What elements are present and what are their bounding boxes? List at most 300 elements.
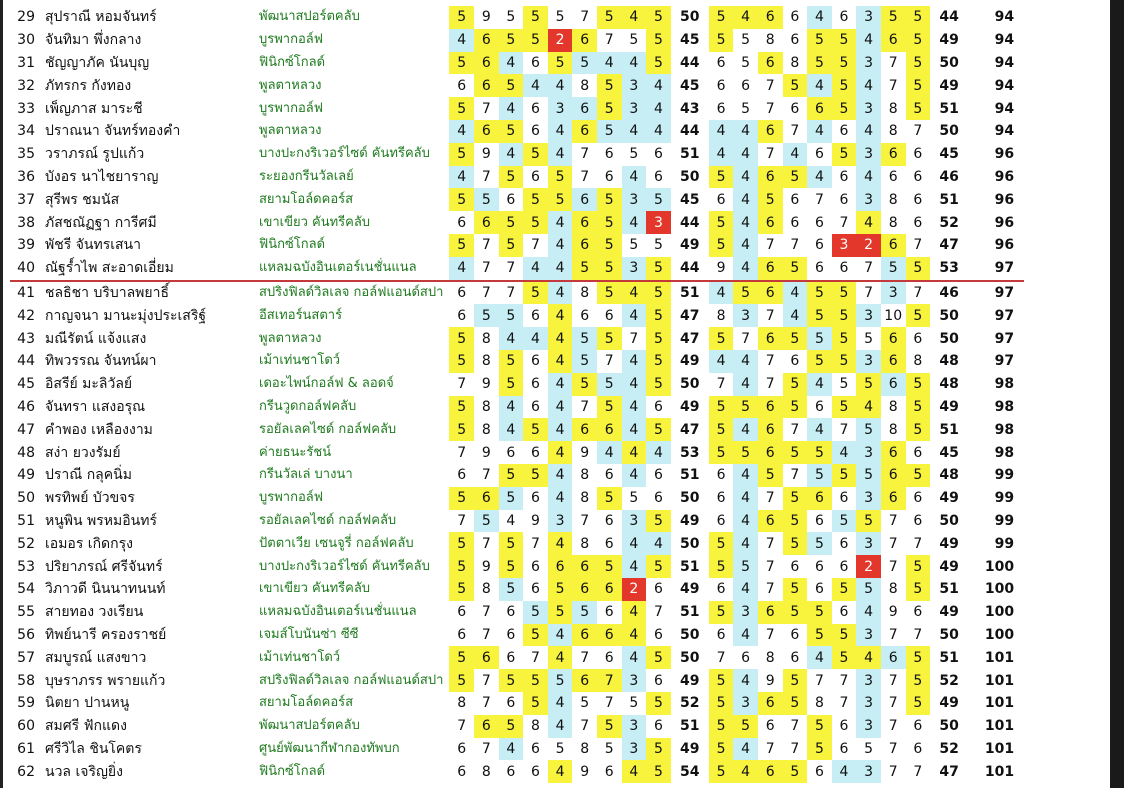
hole-score-front-9: 6 <box>653 581 663 598</box>
hole-score-back-13: 5 <box>783 601 808 624</box>
hole-score-front-7: 4 <box>597 52 622 75</box>
hole-score-back-13: 5 <box>783 487 808 510</box>
hole-score-back-11: 5 <box>741 100 751 117</box>
hole-score-front-9: 5 <box>646 29 671 52</box>
gross-total: 101 <box>984 718 1015 735</box>
table-row <box>10 669 1024 692</box>
out-total: 50 <box>680 535 700 552</box>
hole-score-front-1: 5 <box>449 532 474 555</box>
in-total: 51 <box>939 649 959 666</box>
table-row <box>10 396 1024 419</box>
hole-score-front-8: 4 <box>622 418 647 441</box>
hole-score-back-10: 5 <box>709 327 734 350</box>
hole-score-front-2: 7 <box>481 467 491 484</box>
gross-total: 96 <box>994 146 1015 163</box>
hole-score-front-2: 7 <box>481 168 491 185</box>
hole-score-back-12: 7 <box>765 146 775 163</box>
hole-score-front-9: 5 <box>646 760 671 783</box>
player-club: บูรพากอล์ฟ <box>259 490 323 506</box>
hole-score-back-13: 4 <box>783 281 808 305</box>
player-number: 29 <box>17 9 35 26</box>
out-total: 53 <box>680 444 700 461</box>
player-name: สายทอง วงเรียน <box>45 604 144 621</box>
table-row <box>10 281 1024 305</box>
in-total: 50 <box>939 718 959 735</box>
hole-score-front-8: 5 <box>629 237 639 254</box>
hole-score-back-18: 5 <box>906 669 931 692</box>
hole-score-front-1: 5 <box>449 143 474 166</box>
hole-score-back-13: 5 <box>783 532 808 555</box>
in-total: 49 <box>939 398 959 415</box>
gross-total: 94 <box>994 100 1015 117</box>
in-total: 47 <box>939 237 959 254</box>
hole-score-back-18: 7 <box>913 626 923 643</box>
hole-score-front-4: 7 <box>531 535 540 552</box>
hole-score-back-17: 8 <box>888 214 898 231</box>
hole-score-back-11: 5 <box>741 54 751 71</box>
hole-score-back-16: 3 <box>856 669 881 692</box>
player-club: สยามโอล์ดคอร์ส <box>259 191 354 207</box>
hole-score-back-15: 6 <box>839 558 849 575</box>
hole-score-front-8: 4 <box>622 350 647 373</box>
hole-score-back-16: 3 <box>856 760 881 783</box>
hole-score-front-9: 5 <box>646 692 671 715</box>
out-total: 49 <box>680 581 700 598</box>
hole-score-front-9: 6 <box>653 718 663 735</box>
player-name: วิภาวดี นินนาทนนท์ <box>45 581 166 598</box>
hole-score-front-5: 5 <box>548 578 573 601</box>
hole-score-front-1: 6 <box>457 284 467 301</box>
in-total: 48 <box>939 467 959 484</box>
gross-total: 96 <box>994 214 1015 231</box>
hole-score-front-6: 6 <box>572 29 597 52</box>
hole-score-front-9: 4 <box>646 120 671 143</box>
hole-score-back-14: 6 <box>807 97 832 120</box>
player-name: พรทิพย์ บัวขจร <box>45 490 135 507</box>
hole-score-front-8: 3 <box>622 188 647 211</box>
player-number: 54 <box>17 581 35 598</box>
hole-score-front-5: 5 <box>548 188 573 211</box>
hole-score-back-10: 5 <box>709 532 734 555</box>
hole-score-front-2: 9 <box>481 376 491 393</box>
hole-score-back-11: 6 <box>741 77 751 94</box>
hole-score-back-13: 7 <box>790 123 800 140</box>
hole-score-front-5: 5 <box>548 601 573 624</box>
hole-score-back-17: 8 <box>888 398 898 415</box>
hole-score-back-12: 8 <box>765 649 775 666</box>
hole-score-back-15: 7 <box>839 214 849 231</box>
hole-score-back-17: 3 <box>881 281 906 305</box>
hole-score-front-6: 6 <box>572 418 597 441</box>
hole-score-back-16: 4 <box>856 74 881 97</box>
hole-score-back-17: 7 <box>888 558 898 575</box>
hole-score-back-18: 6 <box>913 718 923 735</box>
in-total: 50 <box>939 626 959 643</box>
in-total: 50 <box>939 330 959 347</box>
hole-score-front-8: 3 <box>622 74 647 97</box>
hole-score-front-6: 8 <box>580 535 590 552</box>
hole-score-back-17: 6 <box>881 464 906 487</box>
hole-score-back-11: 3 <box>733 304 758 327</box>
hole-score-front-9: 6 <box>653 490 663 507</box>
out-total: 51 <box>680 718 700 735</box>
hole-score-back-12: 6 <box>758 601 783 624</box>
hole-score-back-18: 7 <box>913 284 923 301</box>
hole-score-front-9: 4 <box>646 74 671 97</box>
hole-score-front-1: 5 <box>449 669 474 692</box>
hole-score-back-15: 7 <box>839 421 849 438</box>
hole-score-back-17: 8 <box>888 421 898 438</box>
hole-score-back-18: 5 <box>906 6 931 29</box>
hole-score-back-14: 6 <box>814 398 824 415</box>
hole-score-back-11: 4 <box>733 624 758 647</box>
gross-total: 98 <box>994 376 1015 393</box>
hole-score-back-10: 5 <box>709 601 734 624</box>
hole-score-back-10: 6 <box>716 490 726 507</box>
hole-score-front-6: 7 <box>580 146 590 163</box>
hole-score-back-18: 5 <box>906 52 931 75</box>
hole-score-back-16: 5 <box>856 578 881 601</box>
hole-score-back-10: 6 <box>716 581 726 598</box>
player-name: หนูพิน พรหมอินทร์ <box>45 512 157 529</box>
player-name: อิสรีย์ มะลิวัลย์ <box>45 376 133 393</box>
hole-score-front-4: 6 <box>531 581 540 598</box>
hole-score-back-11: 3 <box>733 692 758 715</box>
hole-score-back-17: 6 <box>881 441 906 464</box>
hole-score-back-11: 5 <box>733 555 758 578</box>
player-club: พัฒนาสปอร์ตคลับ <box>259 9 360 25</box>
hole-score-front-8: 4 <box>622 646 647 669</box>
hole-score-back-11: 5 <box>733 396 758 419</box>
hole-score-front-8: 7 <box>629 330 639 347</box>
hole-score-back-18: 7 <box>913 763 923 780</box>
hole-score-front-6: 8 <box>580 490 590 507</box>
hole-score-front-7: 7 <box>604 32 614 49</box>
hole-score-front-9: 7 <box>653 604 663 621</box>
in-total: 52 <box>939 214 959 231</box>
player-number: 57 <box>17 649 35 666</box>
hole-score-back-14: 4 <box>807 120 832 143</box>
hole-score-back-13: 6 <box>790 558 800 575</box>
player-name: ทิพย์นารี ครองราชย์ <box>45 626 167 643</box>
in-total: 49 <box>939 32 959 49</box>
gross-total: 97 <box>968 257 1024 281</box>
hole-score-front-5: 4 <box>548 646 573 669</box>
hole-score-back-18: 5 <box>906 373 931 396</box>
hole-score-front-7: 6 <box>604 763 614 780</box>
hole-score-back-12: 7 <box>765 581 775 598</box>
hole-score-back-14: 4 <box>807 373 832 396</box>
hole-score-back-16: 5 <box>856 373 881 396</box>
hole-score-back-12: 5 <box>758 464 783 487</box>
table-row <box>10 211 1024 234</box>
player-club: เจมส์โบนันซ่า ซีซี <box>259 626 359 642</box>
out-total: 49 <box>680 237 700 254</box>
table-row <box>10 52 1024 75</box>
hole-score-back-15: 5 <box>832 304 857 327</box>
out-total: 51 <box>680 284 700 301</box>
out-total: 45 <box>680 77 700 94</box>
hole-score-front-8: 3 <box>622 669 647 692</box>
hole-score-front-7: 6 <box>597 578 622 601</box>
hole-score-back-16: 3 <box>856 350 881 373</box>
player-name: พัชรี จันทรเสนา <box>45 237 141 254</box>
hole-score-front-6: 6 <box>572 97 597 120</box>
hole-score-front-7: 4 <box>597 441 622 464</box>
hole-score-front-2: 8 <box>481 398 491 415</box>
hole-score-back-12: 6 <box>765 718 775 735</box>
hole-score-back-13: 6 <box>790 100 800 117</box>
player-name: กาญจนา มานะมุ่งประเสริฐ์ <box>45 307 207 324</box>
hole-score-front-7: 6 <box>597 624 622 647</box>
hole-score-front-2: 6 <box>474 120 499 143</box>
hole-score-front-4: 5 <box>523 143 548 166</box>
out-total: 47 <box>680 330 700 347</box>
in-total: 51 <box>939 581 959 598</box>
hole-score-front-8: 3 <box>622 510 647 533</box>
hole-score-back-15: 7 <box>839 672 849 689</box>
hole-score-front-7: 6 <box>604 168 614 185</box>
hole-score-front-5: 4 <box>548 418 573 441</box>
hole-score-back-14: 5 <box>807 327 832 350</box>
hole-score-front-5: 4 <box>548 532 573 555</box>
hole-score-front-8: 4 <box>622 760 647 783</box>
hole-score-front-1: 5 <box>449 188 474 211</box>
table-row <box>10 257 1024 281</box>
out-total: 50 <box>680 649 700 666</box>
hole-score-front-6: 7 <box>580 9 590 26</box>
hole-score-front-4: 5 <box>523 281 548 305</box>
in-total: 49 <box>939 604 959 621</box>
hole-score-back-12: 6 <box>758 396 783 419</box>
hole-score-front-8: 3 <box>622 715 647 738</box>
player-club: รอยัลเลคไซด์ กอล์ฟคลับ <box>259 421 397 437</box>
hole-score-back-11: 4 <box>733 143 758 166</box>
hole-score-back-14: 4 <box>807 166 832 189</box>
hole-score-back-10: 6 <box>716 191 726 208</box>
table-row <box>10 601 1024 624</box>
hole-score-front-4: 4 <box>523 74 548 97</box>
player-club: เขาเขียว คันทรีคลับ <box>259 581 371 597</box>
hole-score-back-15: 5 <box>832 97 857 120</box>
table-row <box>10 464 1024 487</box>
hole-score-front-1: 5 <box>449 327 474 350</box>
hole-score-front-4: 9 <box>531 512 540 529</box>
player-number: 61 <box>17 740 35 757</box>
in-total: 50 <box>939 54 959 71</box>
hole-score-back-18: 5 <box>906 304 931 327</box>
table-row <box>10 646 1024 669</box>
hole-score-front-9: 5 <box>653 237 663 254</box>
in-total: 53 <box>930 257 968 281</box>
hole-score-front-8: 4 <box>622 532 647 555</box>
gross-total: 94 <box>994 54 1015 71</box>
hole-score-front-5: 5 <box>548 669 573 692</box>
hole-score-back-10: 6 <box>716 626 726 643</box>
hole-score-front-3: 5 <box>499 555 524 578</box>
gross-total: 97 <box>994 330 1015 347</box>
hole-score-front-3: 5 <box>499 373 524 396</box>
hole-score-back-18: 5 <box>906 464 931 487</box>
hole-score-back-15: 6 <box>839 9 849 26</box>
player-club: แหลมฉบังอินเตอร์เนชั่นแนล <box>259 257 449 281</box>
hole-score-front-3: 5 <box>499 211 524 234</box>
table-row <box>10 143 1024 166</box>
hole-score-front-6: 5 <box>580 695 590 712</box>
out-total: 44 <box>680 123 700 140</box>
hole-score-front-7: 6 <box>604 604 614 621</box>
hole-score-front-8: 4 <box>622 601 647 624</box>
hole-score-front-4: 5 <box>523 624 548 647</box>
hole-score-back-14: 6 <box>814 512 824 529</box>
hole-score-back-16: 3 <box>856 52 881 75</box>
hole-score-back-15: 5 <box>832 52 857 75</box>
hole-score-back-14: 5 <box>807 304 832 327</box>
hole-score-back-12: 7 <box>765 100 775 117</box>
hole-score-back-13: 5 <box>783 396 808 419</box>
hole-score-back-12: 6 <box>758 327 783 350</box>
hole-score-back-17: 7 <box>888 763 898 780</box>
hole-score-back-14: 5 <box>807 715 832 738</box>
hole-score-back-13: 5 <box>783 669 808 692</box>
hole-score-back-16: 3 <box>856 441 881 464</box>
hole-score-back-14: 4 <box>807 646 832 669</box>
hole-score-front-6: 6 <box>572 211 597 234</box>
gross-total: 96 <box>994 191 1015 208</box>
in-total: 51 <box>939 191 959 208</box>
hole-score-front-2: 8 <box>481 763 491 780</box>
hole-score-front-7: 5 <box>597 327 622 350</box>
hole-score-front-2: 6 <box>474 29 499 52</box>
hole-score-front-3: 5 <box>499 74 524 97</box>
hole-score-back-11: 4 <box>733 487 758 510</box>
in-total: 49 <box>939 558 959 575</box>
hole-score-front-3: 6 <box>506 763 516 780</box>
hole-score-front-5: 5 <box>555 740 565 757</box>
hole-score-back-13: 7 <box>790 237 800 254</box>
hole-score-front-7: 6 <box>604 307 614 324</box>
table-row <box>10 760 1024 783</box>
hole-score-back-15: 5 <box>832 327 857 350</box>
hole-score-front-3: 6 <box>506 695 516 712</box>
hole-score-back-18: 6 <box>913 740 923 757</box>
hole-score-front-4: 6 <box>531 444 540 461</box>
hole-score-back-11: 5 <box>733 281 758 305</box>
hole-score-front-5: 4 <box>548 327 573 350</box>
gross-total: 98 <box>994 398 1015 415</box>
hole-score-front-5: 4 <box>548 143 573 166</box>
hole-score-front-8: 4 <box>622 6 647 29</box>
hole-score-back-15: 6 <box>839 490 849 507</box>
hole-score-front-5: 4 <box>548 234 573 257</box>
gross-total: 101 <box>984 695 1015 712</box>
hole-score-front-4: 5 <box>523 692 548 715</box>
hole-score-front-7: 7 <box>597 669 622 692</box>
hole-score-back-15: 6 <box>839 123 849 140</box>
hole-score-front-2: 7 <box>481 100 491 117</box>
hole-score-front-3: 5 <box>499 304 524 327</box>
hole-score-back-13: 6 <box>790 649 800 666</box>
player-number: 31 <box>17 54 35 71</box>
hole-score-back-11: 5 <box>741 32 751 49</box>
hole-score-back-17: 7 <box>888 718 898 735</box>
hole-score-front-6: 7 <box>580 718 590 735</box>
hole-score-front-4: 5 <box>523 211 548 234</box>
hole-score-front-8: 4 <box>622 281 647 305</box>
hole-score-back-15: 6 <box>839 604 849 621</box>
player-number: 32 <box>17 77 35 94</box>
player-club: บางปะกงริเวอร์ไซด์ คันทรีคลับ <box>259 558 430 574</box>
hole-score-back-12: 6 <box>758 211 783 234</box>
hole-score-back-15: 5 <box>832 74 857 97</box>
hole-score-front-3: 5 <box>499 234 524 257</box>
hole-score-back-16: 3 <box>856 487 881 510</box>
hole-score-back-14: 4 <box>807 6 832 29</box>
hole-score-front-5: 3 <box>548 97 573 120</box>
in-total: 48 <box>939 376 959 393</box>
hole-score-back-12: 6 <box>758 510 783 533</box>
hole-score-front-1: 6 <box>457 604 467 621</box>
hole-score-back-15: 5 <box>832 464 857 487</box>
hole-score-back-11: 4 <box>733 350 758 373</box>
gross-total: 101 <box>984 649 1015 666</box>
hole-score-back-17: 7 <box>888 626 898 643</box>
player-name: ชัญญาภัค นันบุญ <box>45 54 150 71</box>
hole-score-back-15: 4 <box>832 760 857 783</box>
hole-score-back-18: 5 <box>906 257 931 281</box>
hole-score-back-11: 4 <box>733 464 758 487</box>
player-name: มณีรัตน์ แจ้งแสง <box>45 330 147 347</box>
hole-score-front-7: 6 <box>604 146 614 163</box>
hole-score-back-14: 7 <box>814 672 824 689</box>
hole-score-back-18: 5 <box>906 396 931 419</box>
hole-score-back-11: 4 <box>733 532 758 555</box>
hole-score-back-10: 5 <box>709 669 734 692</box>
hole-score-front-9: 5 <box>646 555 671 578</box>
hole-score-back-14: 6 <box>814 214 824 231</box>
hole-score-front-4: 5 <box>523 464 548 487</box>
hole-score-front-7: 5 <box>597 74 622 97</box>
player-name: สุรีพร ชมนัส <box>45 191 120 208</box>
hole-score-front-9: 5 <box>646 373 671 396</box>
hole-score-front-5: 4 <box>548 74 573 97</box>
hole-score-back-14: 8 <box>814 695 824 712</box>
hole-score-back-11: 4 <box>733 418 758 441</box>
hole-score-back-15: 5 <box>832 578 857 601</box>
hole-score-back-17: 6 <box>881 646 906 669</box>
hole-score-back-12: 7 <box>765 353 775 370</box>
hole-score-front-3: 6 <box>506 191 516 208</box>
hole-score-front-9: 3 <box>646 211 671 234</box>
hole-score-front-4: 6 <box>531 490 540 507</box>
hole-score-back-11: 6 <box>741 649 751 666</box>
hole-score-back-11: 4 <box>733 578 758 601</box>
hole-score-back-17: 6 <box>881 487 906 510</box>
hole-score-front-3: 5 <box>499 487 524 510</box>
hole-score-front-1: 7 <box>457 718 467 735</box>
hole-score-back-13: 6 <box>790 214 800 231</box>
hole-score-back-18: 6 <box>913 191 923 208</box>
out-total: 43 <box>680 100 700 117</box>
table-row <box>10 624 1024 647</box>
hole-score-back-10: 6 <box>716 77 726 94</box>
out-total: 50 <box>680 9 700 26</box>
hole-score-back-10: 5 <box>709 211 734 234</box>
player-name: คำพอง เหลืองงาม <box>45 421 153 438</box>
hole-score-back-18: 8 <box>913 353 923 370</box>
gross-total: 97 <box>994 307 1015 324</box>
hole-score-front-9: 5 <box>646 738 671 761</box>
